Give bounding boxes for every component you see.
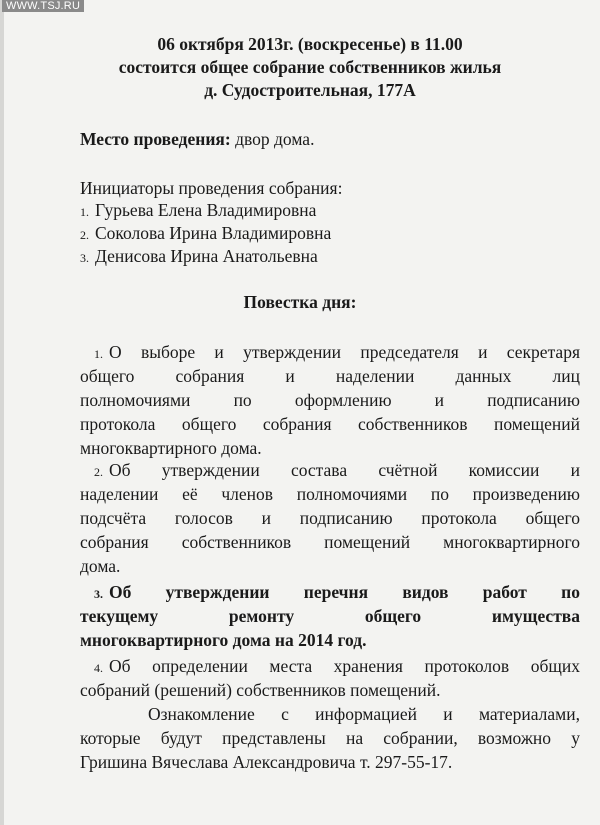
agenda-line: подсчёта голосов и подписанию протокола общего — [80, 508, 580, 528]
initiator-number: 2. — [80, 228, 89, 242]
closing-line: которые будут представлены на собрании, возможно у — [80, 728, 580, 748]
agenda-line: собраний (решений) собственников помещений. — [80, 680, 441, 700]
watermark: WWW.TSJ.RU — [2, 0, 84, 12]
agenda-line: протокола общего собрания собственников помещений — [80, 414, 580, 434]
initiator-name: Гурьева Елена Владимировна — [95, 200, 317, 220]
initiator-item — [80, 223, 331, 244]
venue-label: Место проведения: — [80, 129, 231, 149]
initiator-item — [80, 200, 316, 221]
agenda-item-1 — [80, 340, 580, 460]
title-line-2: состоится общее собрание собственников жилья — [118, 57, 502, 77]
agenda-line: 1. О выборе и утверждении председателя и секретаря — [94, 342, 580, 362]
scan-edge — [0, 0, 4, 825]
agenda-line: дома. — [80, 556, 121, 576]
agenda-line: 2. Об утверждении состава счётной комиссии и — [94, 460, 580, 480]
notice-title — [40, 33, 580, 102]
closing-paragraph — [80, 702, 580, 774]
initiator-number: 1. — [80, 205, 89, 219]
agenda-number: 2. — [94, 465, 103, 479]
agenda-item-3 — [80, 580, 580, 652]
venue-value: двор дома. — [230, 129, 315, 149]
venue — [80, 129, 314, 150]
agenda-line: текущему ремонту общего имущества — [80, 606, 580, 626]
closing-line: Гришина Вячеслава Александровича т. 297-55-17. — [80, 752, 453, 772]
agenda-number: 1. — [94, 347, 103, 361]
initiator-number: 3. — [80, 251, 89, 265]
agenda-number: 3. — [94, 587, 103, 601]
agenda-line: 4. Об определении места хранения протоколов общих — [94, 656, 580, 676]
initiator-name: Денисова Ирина Анатольевна — [95, 246, 318, 266]
agenda-line: многоквартирного дома на 2014 год. — [80, 630, 367, 650]
agenda-line: 3. Об утверждении перечня видов работ по — [94, 582, 580, 602]
agenda-number: 4. — [94, 661, 103, 675]
initiator-item — [80, 246, 318, 267]
initiator-name: Соколова Ирина Владимировна — [95, 223, 332, 243]
agenda-line: общего собрания и наделении данных лиц — [80, 366, 580, 386]
closing-line: Ознакомление с информацией и материалами, — [148, 704, 580, 724]
initiators-heading: Инициаторы проведения собрания: — [80, 178, 343, 198]
agenda-line: полномочиями по оформлению и подписанию — [80, 390, 580, 410]
title-line-3: д. Судостроительная, 177А — [204, 80, 416, 100]
agenda-item-4 — [80, 654, 580, 702]
agenda-item-2 — [80, 458, 580, 578]
agenda-line: наделении её членов полномочиями по произведению — [80, 484, 580, 504]
agenda-line: многоквартирного дома. — [80, 438, 262, 458]
agenda-line: собрания собственников помещений многоквартирного — [80, 532, 580, 552]
agenda-title: Повестка дня: — [243, 292, 357, 312]
title-line-1: 06 октября 2013г. (воскресенье) в 11.00 — [157, 34, 463, 54]
